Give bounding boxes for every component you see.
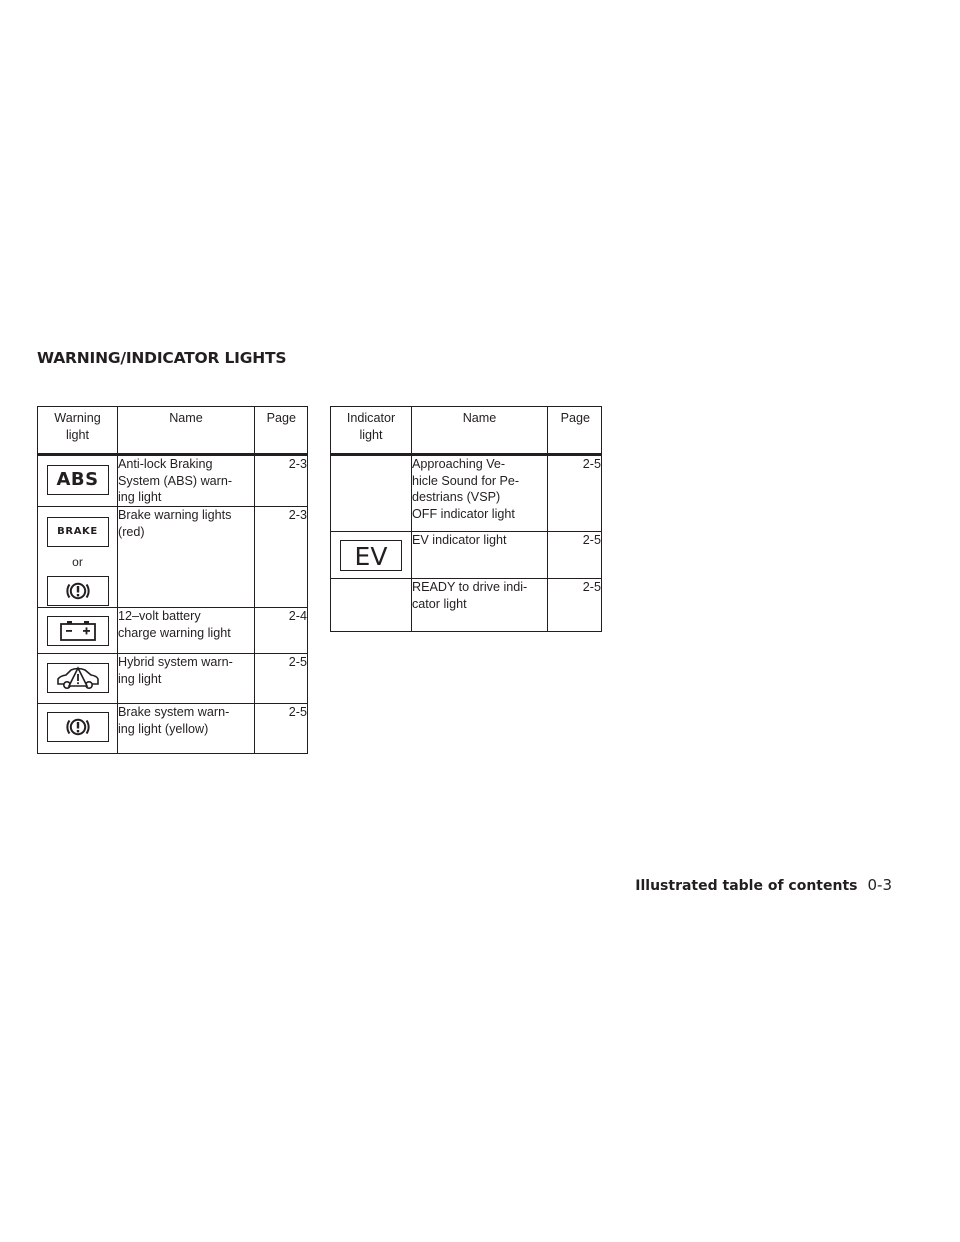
table-header-row — [38, 407, 308, 455]
header-name: Name — [412, 407, 548, 455]
row-name: Hybrid system warn- ing light — [118, 654, 255, 704]
row-name: Brake warning lights (red) — [118, 507, 255, 608]
row-page: 2-3 — [255, 455, 308, 507]
row-page: 2-5 — [548, 579, 602, 632]
row-page: 2-5 — [548, 455, 602, 532]
page-footer — [635, 876, 892, 894]
brake-text-icon — [47, 517, 109, 547]
brake-exclamation-icon — [47, 576, 109, 606]
row-page: 2-4 — [255, 608, 308, 654]
table-row — [38, 704, 308, 754]
hybrid-system-icon — [47, 663, 109, 693]
or-label: or — [72, 555, 83, 569]
ev-icon-text: EV — [354, 542, 388, 571]
table-row — [331, 455, 602, 532]
battery-icon — [47, 616, 109, 646]
row-page: 2-5 — [548, 532, 602, 579]
row-page: 2-5 — [255, 654, 308, 704]
brake-system-icon — [47, 712, 109, 742]
table-row — [38, 455, 308, 507]
header-page: Page — [548, 407, 602, 455]
header-warning-light: Warning light — [38, 407, 118, 455]
footer-page-number: 0-3 — [867, 876, 892, 894]
row-page: 2-3 — [255, 507, 308, 608]
table-row — [331, 579, 602, 632]
footer-title: Illustrated table of contents — [635, 878, 858, 894]
indicator-lights-table — [330, 406, 602, 632]
warning-lights-table — [37, 406, 308, 754]
brake-icon-text: BRAKE — [57, 526, 98, 537]
table-row — [38, 507, 308, 608]
table-row — [38, 608, 308, 654]
row-name: Brake system warn- ing light (yellow) — [118, 704, 255, 754]
abs-icon-text: ABS — [56, 469, 99, 490]
ev-icon — [340, 540, 402, 571]
row-name: Anti-lock Braking System (ABS) warn- ing light — [118, 455, 255, 507]
row-page: 2-5 — [255, 704, 308, 754]
table-header-row — [331, 407, 602, 455]
header-page: Page — [255, 407, 308, 455]
row-name: Approaching Ve- hicle Sound for Pe- destrians (VSP) OFF indicator light — [412, 455, 548, 532]
header-name: Name — [118, 407, 255, 455]
section-title: WARNING/INDICATOR LIGHTS — [37, 349, 287, 367]
header-indicator-light: Indicator light — [331, 407, 412, 455]
row-name: 12–volt battery charge warning light — [118, 608, 255, 654]
table-row — [331, 532, 602, 579]
row-name: READY to drive indi- cator light — [412, 579, 548, 632]
row-name: EV indicator light — [412, 532, 548, 579]
abs-icon — [47, 465, 109, 495]
table-row — [38, 654, 308, 704]
